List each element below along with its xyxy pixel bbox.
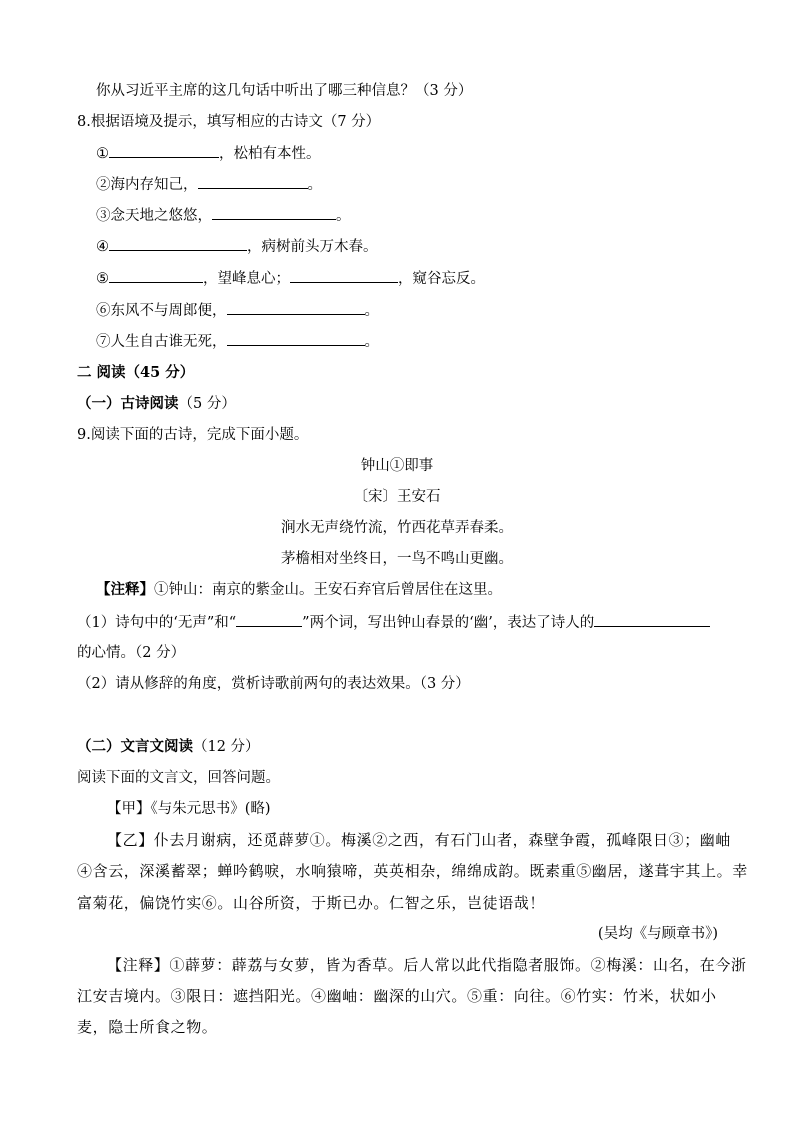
q7-question-text: 你从习近平主席的这几句话中听出了哪三种信息？（3 分） [96, 83, 473, 99]
answer-blank-5b[interactable] [290, 268, 398, 283]
part-1-heading [77, 394, 236, 414]
q9-1-text-b: ”两个词，写出钟山春景的‘幽’，表达了诗人的 [302, 615, 595, 631]
q8-item-3 [96, 205, 351, 226]
part-1-score: （5 分） [178, 396, 236, 412]
q8-item-7 [96, 331, 379, 352]
item-post: ，松柏有本性。 [219, 146, 321, 162]
item-number: ④ [96, 239, 109, 255]
part-2-score: （12 分） [193, 739, 260, 755]
poem-author: 〔宋〕王安石 [353, 489, 441, 505]
passage-note-line-2: 江安吉境内。③限日：遮挡阳光。④幽岫：幽深的山穴。⑤重：向往。⑥竹实：竹米，状如小 [77, 987, 717, 1005]
passage-yi-line-2: ④含云，深溪蓄翠；蝉吟鹤唳，水响猿啼，英英相杂，绵绵成韵。既素重⑤幽居，遂葺宇其上。幸 [77, 862, 748, 880]
q9-1-text-a: （1）诗句中的‘无声”和“ [77, 615, 237, 631]
passage-yi-line-3: 富菊花，偏饶竹实⑥。山谷所资，于斯已办。仁智之乐，岂徒语哉！ [77, 894, 546, 912]
q8-item-6 [96, 300, 379, 321]
q8-item-2 [96, 174, 322, 195]
poem-title: 钟山①即事 [360, 458, 434, 474]
passage-source: (吴均《与顾章书》) [597, 926, 718, 942]
q8-item-5 [96, 268, 485, 289]
section-2-title: 二 阅读（45 分） [77, 364, 195, 381]
poem-line-2: 茅檐相对坐终日，一鸟不鸣山更幽。 [281, 551, 513, 567]
q8-title: 8.根据语境及提示，填写相应的古诗文（7 分） [77, 114, 381, 130]
answer-blank-q9-1a[interactable] [236, 612, 302, 627]
item-number: ⑦ [96, 334, 111, 350]
passage-note-line-3: 麦，隐士所食之物。 [77, 1018, 218, 1036]
answer-blank-6[interactable] [227, 300, 365, 315]
item-number: ① [96, 146, 109, 162]
poem-line-1: 涧水无声绕竹流，竹西花草弄春柔。 [281, 520, 513, 536]
q9-intro: 9.阅读下面的古诗，完成下面小题。 [77, 427, 309, 443]
item-post: ，窥谷忘反。 [398, 271, 485, 287]
part-2-title: （二）文言文阅读 [77, 738, 193, 755]
item-post: 。 [364, 303, 379, 319]
item-number: ⑥ [96, 303, 111, 319]
item-post: ，病树前头万木春。 [247, 239, 378, 255]
item-pre: 人生自古谁无死， [110, 334, 227, 350]
answer-blank-7[interactable] [227, 331, 365, 346]
answer-blank-q9-1b[interactable] [594, 612, 710, 627]
part-2-heading [77, 737, 260, 757]
item-pre: 东风不与周郎便， [110, 303, 227, 319]
q8-item-4 [96, 236, 378, 257]
answer-blank-4[interactable] [109, 236, 247, 251]
q9-1-cont: 的心情。（2 分） [77, 645, 186, 661]
item-pre: 海内存知己， [110, 177, 198, 193]
item-mid: ，望峰息心； [203, 271, 290, 287]
answer-blank-3[interactable] [212, 205, 336, 220]
passage-yi-line-1: 【乙】仆去月谢病，还觅薜萝①。梅溪②之西，有石门山者，森壁争霞，孤峰限日③；幽岫 [107, 831, 732, 849]
note-label: 【注释】 [96, 581, 154, 598]
item-post: 。 [364, 334, 379, 350]
q8-item-1 [96, 143, 321, 164]
part-2-intro: 阅读下面的文言文，回答问题。 [77, 770, 280, 786]
item-number: ⑤ [96, 271, 109, 287]
answer-blank-1[interactable] [109, 143, 219, 158]
item-post: 。 [336, 208, 351, 224]
poem-note [96, 580, 502, 600]
q9-2: （2）请从修辞的角度，赏析诗歌前两句的表达效果。（3 分） [77, 676, 470, 692]
passage-jia: 【甲】《与朱元思书》(略) [107, 801, 271, 817]
item-post: 。 [307, 177, 322, 193]
item-number: ③ [96, 208, 111, 224]
item-number: ② [96, 177, 111, 193]
answer-blank-2[interactable] [198, 174, 308, 189]
q9-1 [77, 612, 710, 633]
item-pre: 念天地之悠悠， [110, 208, 212, 224]
passage-note-line-1: 【注释】①薜萝：薜荔与女萝，皆为香草。后人常以此代指隐者服饰。②梅溪：山名，在今浙 [107, 956, 747, 974]
part-1-title: （一）古诗阅读 [77, 395, 179, 412]
note-text: ①钟山：南京的紫金山。王安石弃官后曾居住在这里。 [154, 582, 502, 598]
answer-blank-5a[interactable] [109, 268, 203, 283]
